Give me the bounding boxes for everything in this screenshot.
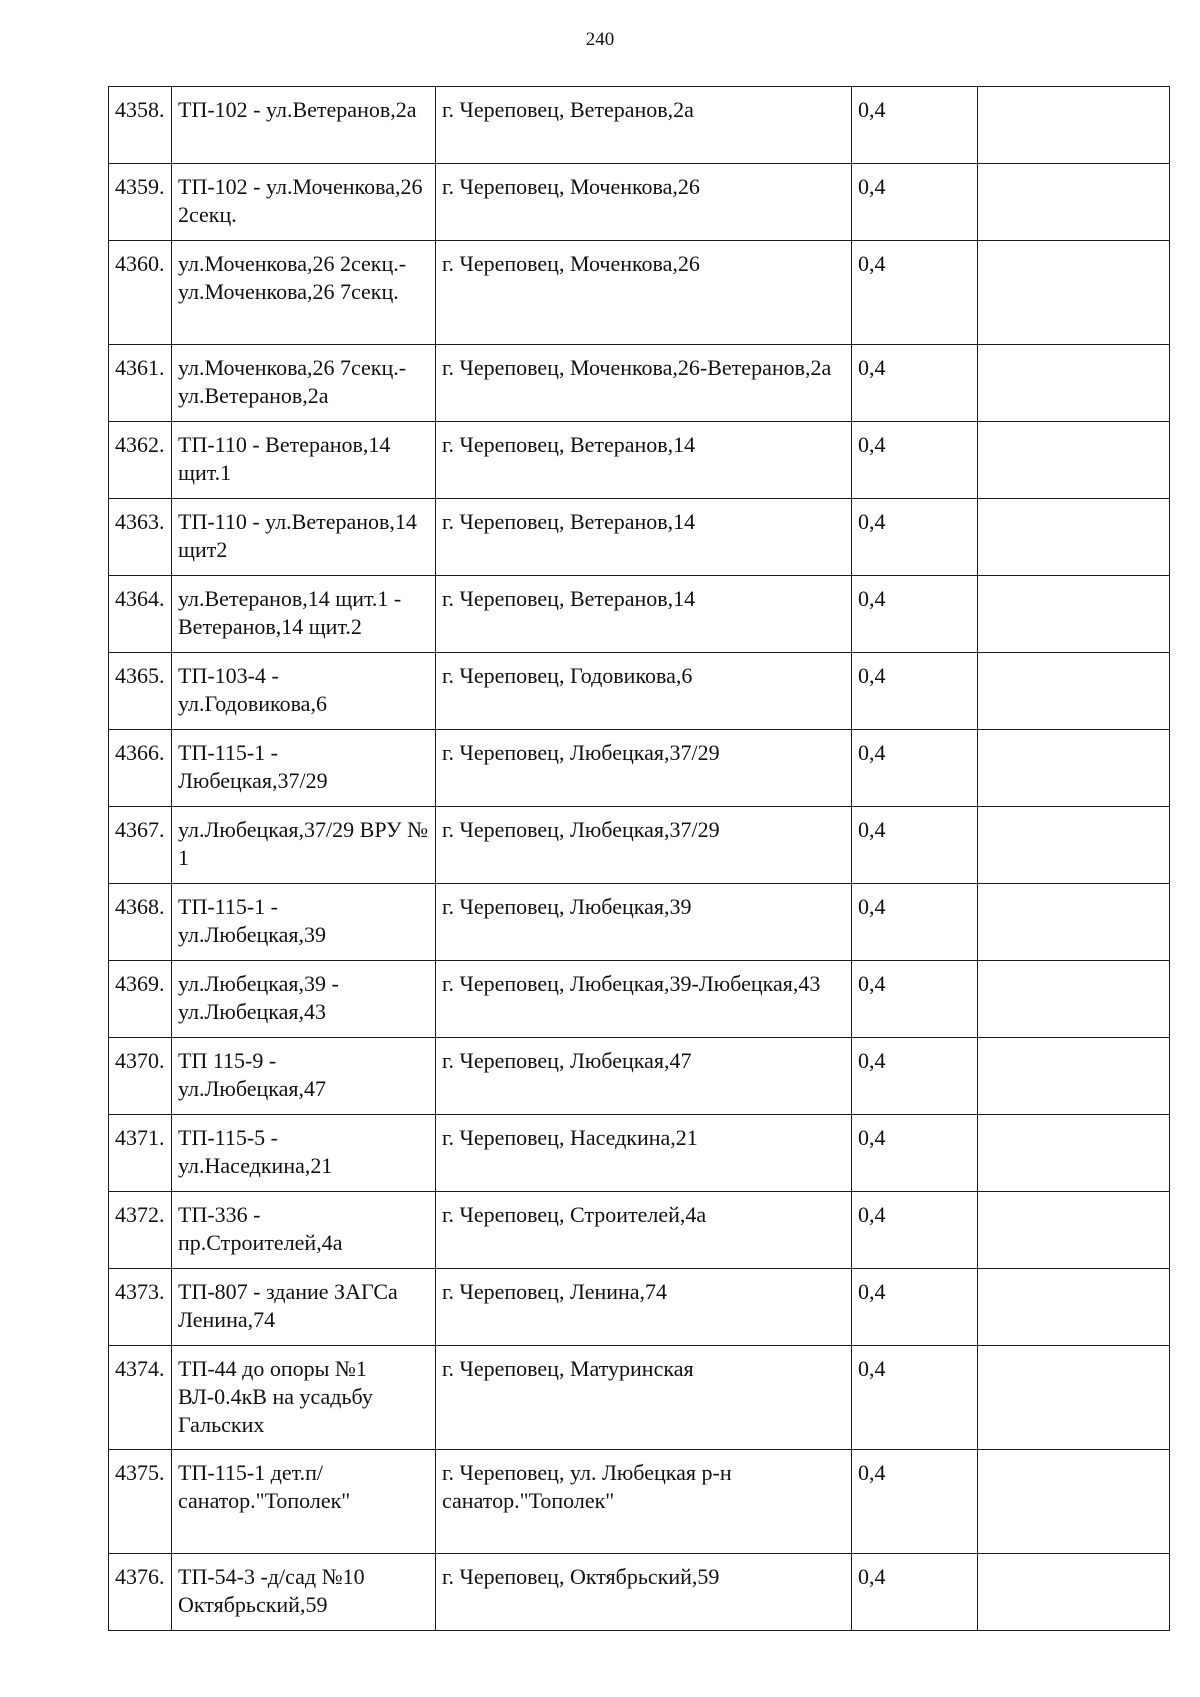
row-number: 4363.	[109, 499, 172, 576]
line-extra	[978, 961, 1170, 1038]
table-row	[109, 1038, 1170, 1115]
line-extra	[978, 1038, 1170, 1115]
line-name: ТП-110 - Ветеранов,14 щит.1	[172, 422, 436, 499]
line-extra	[978, 1554, 1170, 1631]
table-row	[109, 87, 1170, 164]
row-number: 4367.	[109, 807, 172, 884]
row-number: 4365.	[109, 653, 172, 730]
line-name: ТП-102 - ул.Ветеранов,2а	[172, 87, 436, 164]
line-voltage: 0,4	[852, 241, 978, 345]
line-name: ТП-44 до опоры №1 ВЛ-0.4кВ на усадьбу Гальских	[172, 1346, 436, 1450]
line-extra	[978, 499, 1170, 576]
line-name: ул.Ветеранов,14 щит.1 - Ветеранов,14 щит.2	[172, 576, 436, 653]
line-voltage: 0,4	[852, 730, 978, 807]
line-voltage: 0,4	[852, 422, 978, 499]
line-address: г. Череповец, Ветеранов,14	[436, 422, 852, 499]
row-number: 4370.	[109, 1038, 172, 1115]
row-number: 4358.	[109, 87, 172, 164]
line-extra	[978, 1346, 1170, 1450]
line-name: ТП-115-1 дет.п/санатор."Тополек"	[172, 1450, 436, 1554]
row-number: 4359.	[109, 164, 172, 241]
line-extra	[978, 884, 1170, 961]
line-voltage: 0,4	[852, 1115, 978, 1192]
line-address: г. Череповец, Ветеранов,2а	[436, 87, 852, 164]
line-voltage: 0,4	[852, 1346, 978, 1450]
line-voltage: 0,4	[852, 961, 978, 1038]
table-row	[109, 961, 1170, 1038]
row-number: 4376.	[109, 1554, 172, 1631]
table-row	[109, 241, 1170, 345]
line-extra	[978, 807, 1170, 884]
line-address: г. Череповец, Октябрьский,59	[436, 1554, 852, 1631]
line-address: г. Череповец, Моченкова,26-Ветеранов,2а	[436, 345, 852, 422]
line-voltage: 0,4	[852, 884, 978, 961]
line-address: г. Череповец, Строителей,4а	[436, 1192, 852, 1269]
line-extra	[978, 345, 1170, 422]
line-name: ул.Моченкова,26 7секц.-ул.Ветеранов,2а	[172, 345, 436, 422]
line-voltage: 0,4	[852, 1038, 978, 1115]
line-address: г. Череповец, Любецкая,39-Любецкая,43	[436, 961, 852, 1038]
row-number: 4361.	[109, 345, 172, 422]
table-row	[109, 884, 1170, 961]
line-voltage: 0,4	[852, 499, 978, 576]
row-number: 4371.	[109, 1115, 172, 1192]
line-address: г. Череповец, Ветеранов,14	[436, 576, 852, 653]
row-number: 4374.	[109, 1346, 172, 1450]
line-name: ТП-110 - ул.Ветеранов,14 щит2	[172, 499, 436, 576]
line-address: г. Череповец, Ленина,74	[436, 1269, 852, 1346]
page-number: 240	[585, 29, 615, 50]
row-number: 4368.	[109, 884, 172, 961]
table-row	[109, 653, 1170, 730]
line-address: г. Череповец, Любецкая,37/29	[436, 807, 852, 884]
line-address: г. Череповец, Моченкова,26	[436, 164, 852, 241]
row-number: 4362.	[109, 422, 172, 499]
line-address: г. Череповец, Годовикова,6	[436, 653, 852, 730]
line-extra	[978, 576, 1170, 653]
line-name: ТП-336 - пр.Строителей,4а	[172, 1192, 436, 1269]
line-extra	[978, 87, 1170, 164]
line-voltage: 0,4	[852, 576, 978, 653]
table-row	[109, 730, 1170, 807]
row-number: 4360.	[109, 241, 172, 345]
line-extra	[978, 730, 1170, 807]
line-voltage: 0,4	[852, 653, 978, 730]
table-row	[109, 1269, 1170, 1346]
register-table	[108, 86, 1170, 1631]
line-voltage: 0,4	[852, 1269, 978, 1346]
line-voltage: 0,4	[852, 807, 978, 884]
row-number: 4369.	[109, 961, 172, 1038]
line-extra	[978, 241, 1170, 345]
line-address: г. Череповец, Матуринская	[436, 1346, 852, 1450]
line-extra	[978, 1192, 1170, 1269]
line-voltage: 0,4	[852, 87, 978, 164]
table-row	[109, 576, 1170, 653]
table-row	[109, 1450, 1170, 1554]
table-row	[109, 1192, 1170, 1269]
line-voltage: 0,4	[852, 164, 978, 241]
table-row	[109, 422, 1170, 499]
line-extra	[978, 1115, 1170, 1192]
line-name: ул.Любецкая,39 - ул.Любецкая,43	[172, 961, 436, 1038]
table-row	[109, 164, 1170, 241]
table-row	[109, 807, 1170, 884]
line-address: г. Череповец, Любецкая,39	[436, 884, 852, 961]
table-row	[109, 1115, 1170, 1192]
line-name: ТП-807 - здание ЗАГСа Ленина,74	[172, 1269, 436, 1346]
line-name: ТП-115-1 - ул.Любецкая,39	[172, 884, 436, 961]
line-name: ТП-54-3 -д/сад №10 Октябрьский,59	[172, 1554, 436, 1631]
line-extra	[978, 1269, 1170, 1346]
row-number: 4375.	[109, 1450, 172, 1554]
line-address: г. Череповец, Ветеранов,14	[436, 499, 852, 576]
line-voltage: 0,4	[852, 345, 978, 422]
line-extra	[978, 653, 1170, 730]
line-name: ТП-115-1 - Любецкая,37/29	[172, 730, 436, 807]
line-extra	[978, 164, 1170, 241]
line-voltage: 0,4	[852, 1450, 978, 1554]
line-address: г. Череповец, Любецкая,47	[436, 1038, 852, 1115]
line-name: ТП 115-9 - ул.Любецкая,47	[172, 1038, 436, 1115]
table-row	[109, 1346, 1170, 1450]
row-number: 4373.	[109, 1269, 172, 1346]
line-extra	[978, 422, 1170, 499]
table-row	[109, 345, 1170, 422]
line-address: г. Череповец, ул. Любецкая р-н санатор."Тополек"	[436, 1450, 852, 1554]
line-name: ТП-115-5 - ул.Наседкина,21	[172, 1115, 436, 1192]
line-address: г. Череповец, Моченкова,26	[436, 241, 852, 345]
line-name: ТП-103-4 - ул.Годовикова,6	[172, 653, 436, 730]
line-name: ТП-102 - ул.Моченкова,26 2секц.	[172, 164, 436, 241]
line-address: г. Череповец, Любецкая,37/29	[436, 730, 852, 807]
line-address: г. Череповец, Наседкина,21	[436, 1115, 852, 1192]
row-number: 4366.	[109, 730, 172, 807]
row-number: 4372.	[109, 1192, 172, 1269]
line-name: ул.Моченкова,26 2секц.-ул.Моченкова,26 7секц.	[172, 241, 436, 345]
line-voltage: 0,4	[852, 1192, 978, 1269]
line-voltage: 0,4	[852, 1554, 978, 1631]
table-row	[109, 499, 1170, 576]
table-row	[109, 1554, 1170, 1631]
row-number: 4364.	[109, 576, 172, 653]
line-extra	[978, 1450, 1170, 1554]
line-name: ул.Любецкая,37/29 ВРУ № 1	[172, 807, 436, 884]
